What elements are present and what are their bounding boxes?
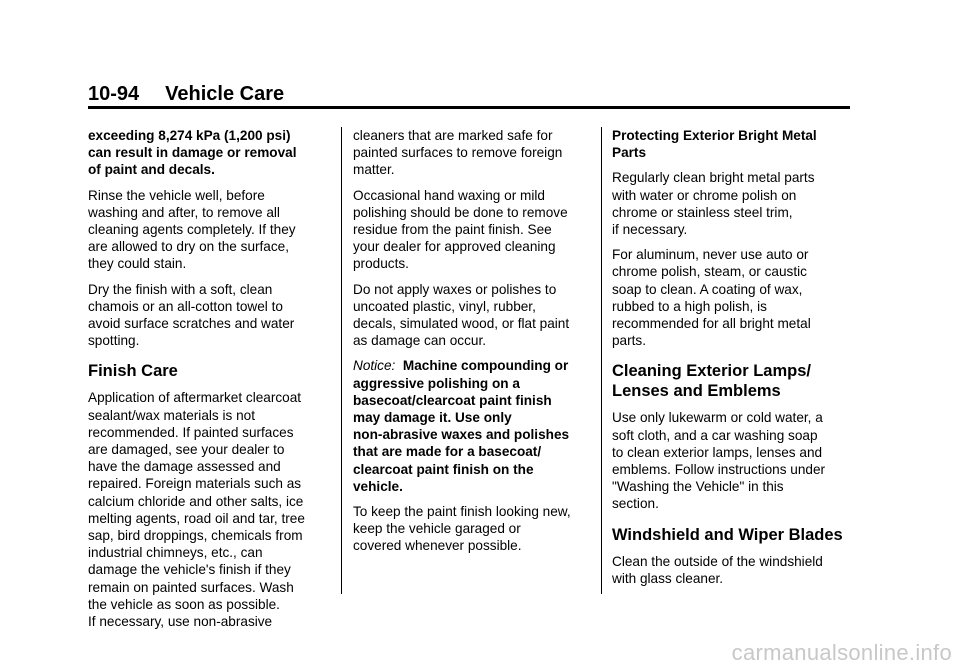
windshield-heading: Windshield and Wiper Blades (612, 525, 843, 544)
rinse-paragraph: Rinse the vehicle well, before washing and after, to remove all cleaning agents completely. If they are allowed to dry on the surface, they could stain. (88, 187, 296, 272)
bright-metal-subheading: Protecting Exterior Bright Metal Parts (612, 128, 817, 161)
watermark: carmanualsonline.info (731, 640, 952, 665)
column-divider-left (341, 127, 342, 594)
garage-paragraph: To keep the paint finish looking new, keep the vehicle garaged or covered whenever possible. (353, 504, 571, 554)
notice-body: aggressive polishing on a basecoat/clearcoat paint finish may damage it. Use only non-abrasive waxes and polishes that are made for a basecoat/ clearcoat paint finish on the vehicle. (353, 375, 570, 494)
aluminum-paragraph: For aluminum, never use auto or chrome polish, steam, or caustic soap to clean. A coating of wax, rubbed to a high polish, is recommended for all bright metal parts. (612, 247, 811, 349)
bright-metal-paragraph: Regularly clean bright metal parts with water or chrome polish on chrome or stainless steel trim, if necessary. (612, 170, 815, 238)
notice-first-line: Machine compounding or (402, 358, 569, 374)
finish-care-paragraph: Application of aftermarket clearcoat sealant/wax materials is not recommended. If painted surfaces are damaged, see your dealer to have the damage assessed and repaired. Foreign materials such as calcium chloride and other salts, ice melting agents, road oil and tar, tree sap, bird droppings, chemicals from industrial chimneys, etc., can damage the vehicle's finish if they remain on painted surfaces. Wash the vehicle as soon as possible. If necessary, use non-abrasive (88, 390, 305, 630)
column-2 (353, 127, 593, 563)
dry-paragraph: Dry the finish with a soft, clean chamois or an all-cotton towel to avoid surface scratches and water spotting. (88, 281, 295, 349)
notice-paragraph (353, 357, 593, 495)
header-rule (88, 106, 850, 109)
windshield-paragraph: Clean the outside of the windshield with glass cleaner. (612, 553, 823, 586)
cleaners-paragraph: cleaners that are marked safe for painted surfaces to remove foreign matter. (353, 128, 563, 178)
finish-care-heading: Finish Care (88, 362, 178, 381)
lamps-heading: Cleaning Exterior Lamps/ Lenses and Emblems (612, 362, 811, 401)
section-title: Vehicle Care (165, 83, 285, 105)
pressure-warning-paragraph: exceeding 8,274 kPa (1,200 psi) can result in damage or removal of paint and decals. (88, 128, 297, 178)
column-divider-right (601, 127, 602, 594)
column-1 (88, 127, 330, 638)
lamps-paragraph: Use only lukewarm or cold water, a soft cloth, and a car washing soap to clean exterior lamps, lenses and emblems. Follow instructions under "Washing the Vehicle" in this section. (612, 410, 826, 512)
uncoated-paragraph: Do not apply waxes or polishes to uncoated plastic, vinyl, rubber, decals, simulated wood, or flat paint as damage can occur. (353, 281, 570, 349)
notice-label: Notice: (353, 358, 396, 374)
page-number: 10-94 (88, 83, 140, 105)
waxing-paragraph: Occasional hand waxing or mild polishing should be done to remove residue from the paint finish. See your dealer for approved cleaning products. (353, 187, 568, 272)
page-header (88, 82, 284, 106)
column-3 (612, 127, 854, 595)
